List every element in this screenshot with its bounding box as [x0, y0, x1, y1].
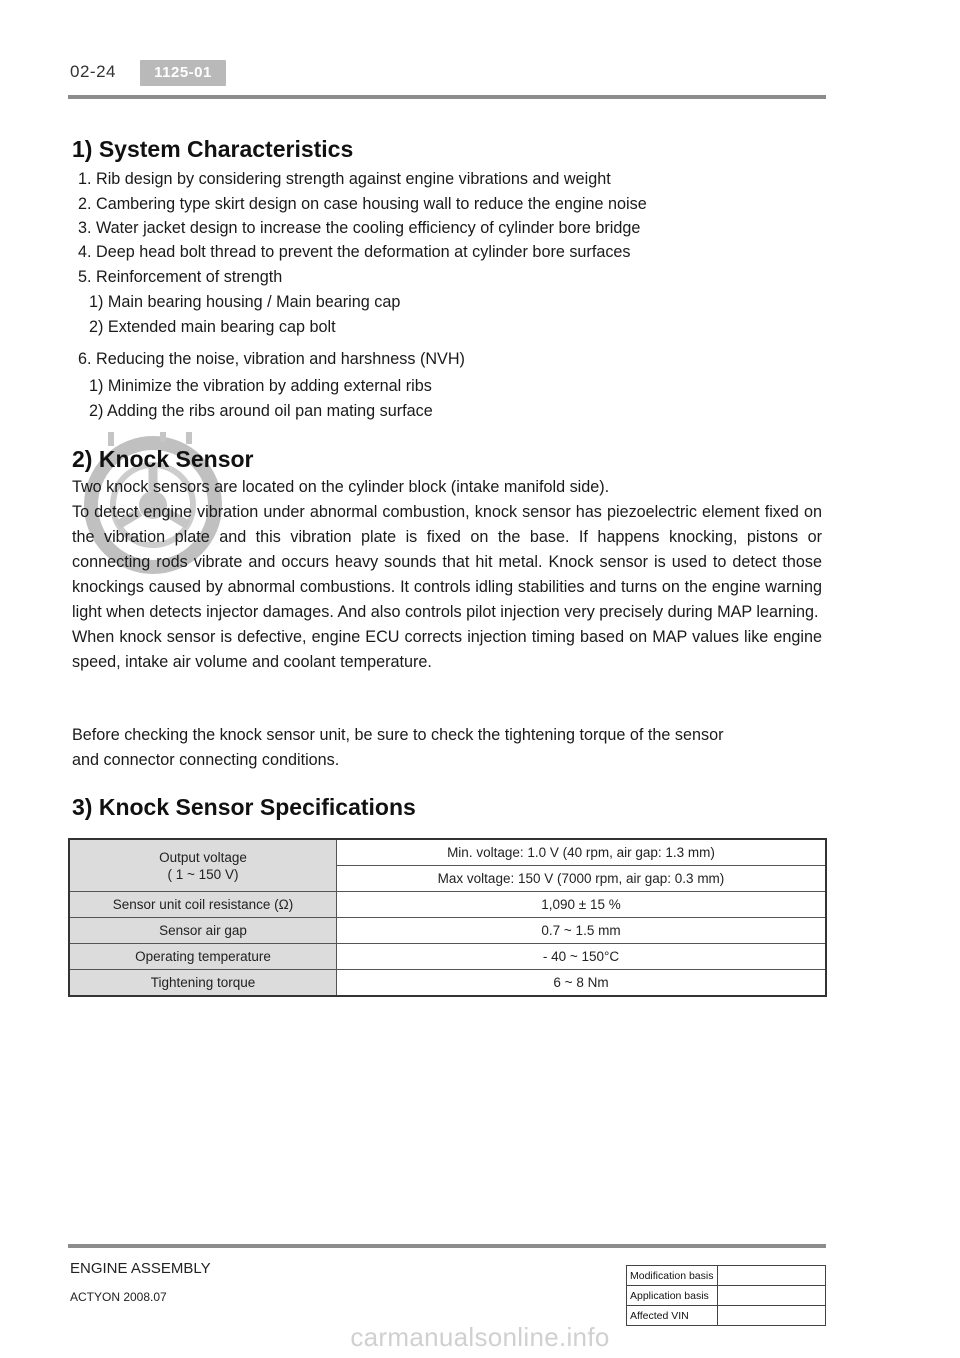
- modification-table: [626, 1265, 826, 1326]
- list-item: 2. Cambering type skirt design on case housing wall to reduce the engine noise: [78, 195, 647, 213]
- table-row: [69, 944, 826, 970]
- modification-basis-label: Modification basis: [627, 1266, 718, 1286]
- paragraph: and connector connecting conditions.: [72, 751, 340, 769]
- footer-subtitle: ACTYON 2008.07: [70, 1290, 167, 1304]
- output-voltage-label: Output voltage: [159, 849, 247, 865]
- application-basis-label: Application basis: [627, 1286, 718, 1306]
- paragraph: Two knock sensors are located on the cylinder block (intake manifold side).: [72, 478, 610, 496]
- sub-list-item: 2) Adding the ribs around oil pan mating surface: [89, 402, 433, 420]
- site-watermark: carmanualsonline.info: [350, 1322, 610, 1352]
- section-code-badge: 1125-01: [140, 60, 226, 86]
- table-cell-value: Max voltage: 150 V (7000 rpm, air gap: 0.3 mm): [337, 866, 827, 892]
- table-row: [627, 1266, 826, 1286]
- paragraph: Before checking the knock sensor unit, be sure to check the tightening torque of the sensor: [72, 726, 724, 744]
- table-cell-value: 0.7 ~ 1.5 mm: [337, 918, 827, 944]
- section-title-specifications: 3) Knock Sensor Specifications: [72, 794, 416, 820]
- footer-title: ENGINE ASSEMBLY: [70, 1260, 211, 1277]
- list-item: 6. Reducing the noise, vibration and harshness (NVH): [78, 350, 465, 368]
- table-row: [69, 970, 826, 997]
- sub-list-item: 1) Minimize the vibration by adding external ribs: [89, 377, 432, 395]
- list-item: 3. Water jacket design to increase the cooling efficiency of cylinder bore bridge: [78, 219, 641, 237]
- table-row: [69, 839, 826, 866]
- paragraph: To detect engine vibration under abnormal combustion, knock sensor has piezoelectric element fixed on the vibration plate and this vibration plate is fixed on the base. If happens knocking, pistons or connecting rods vibrate and occurs heavy sounds that hit metal. Knock sensor is used to detect those knockings caused by abnormal combustions. It controls idling stabilities and turns on the engine warning light when detects injector damages. And also controls pilot injection very precisely during MAP learning.: [72, 503, 822, 621]
- header-divider: [68, 95, 826, 99]
- table-row: [69, 892, 826, 918]
- specifications-table: [68, 838, 827, 997]
- table-cell-label: Sensor unit coil resistance (Ω): [69, 892, 337, 918]
- footer-divider: [68, 1244, 826, 1248]
- table-cell-value: - 40 ~ 150°C: [337, 944, 827, 970]
- list-item: 1. Rib design by considering strength against engine vibrations and weight: [78, 170, 611, 188]
- page-number: 02-24: [70, 62, 116, 81]
- section-title-system-characteristics: 1) System Characteristics: [72, 136, 354, 162]
- table-cell-label: Sensor air gap: [69, 918, 337, 944]
- table-row: [627, 1286, 826, 1306]
- paragraph: When knock sensor is defective, engine ECU corrects injection timing based on MAP values like engine speed, intake air volume and coolant temperature.: [72, 628, 822, 671]
- affected-vin-label: Affected VIN: [627, 1306, 718, 1326]
- output-voltage-range: ( 1 ~ 150 V): [167, 866, 239, 882]
- knock-sensor-description: [72, 475, 822, 675]
- table-cell-value: 6 ~ 8 Nm: [337, 970, 827, 997]
- modification-basis-value: [718, 1266, 826, 1286]
- application-basis-value: [718, 1286, 826, 1306]
- table-row: [69, 918, 826, 944]
- section-title-knock-sensor: 2) Knock Sensor: [72, 446, 254, 472]
- sub-list-item: 2) Extended main bearing cap bolt: [89, 318, 336, 336]
- table-cell-value: 1,090 ± 15 %: [337, 892, 827, 918]
- table-cell-label: Tightening torque: [69, 970, 337, 997]
- table-cell-value: Min. voltage: 1.0 V (40 rpm, air gap: 1.3 mm): [337, 839, 827, 866]
- table-cell-label: [69, 839, 337, 892]
- table-cell-label: Operating temperature: [69, 944, 337, 970]
- sub-list-item: 1) Main bearing housing / Main bearing cap: [89, 293, 401, 311]
- list-item: 4. Deep head bolt thread to prevent the deformation at cylinder bore surfaces: [78, 243, 631, 261]
- list-item: 5. Reinforcement of strength: [78, 268, 283, 286]
